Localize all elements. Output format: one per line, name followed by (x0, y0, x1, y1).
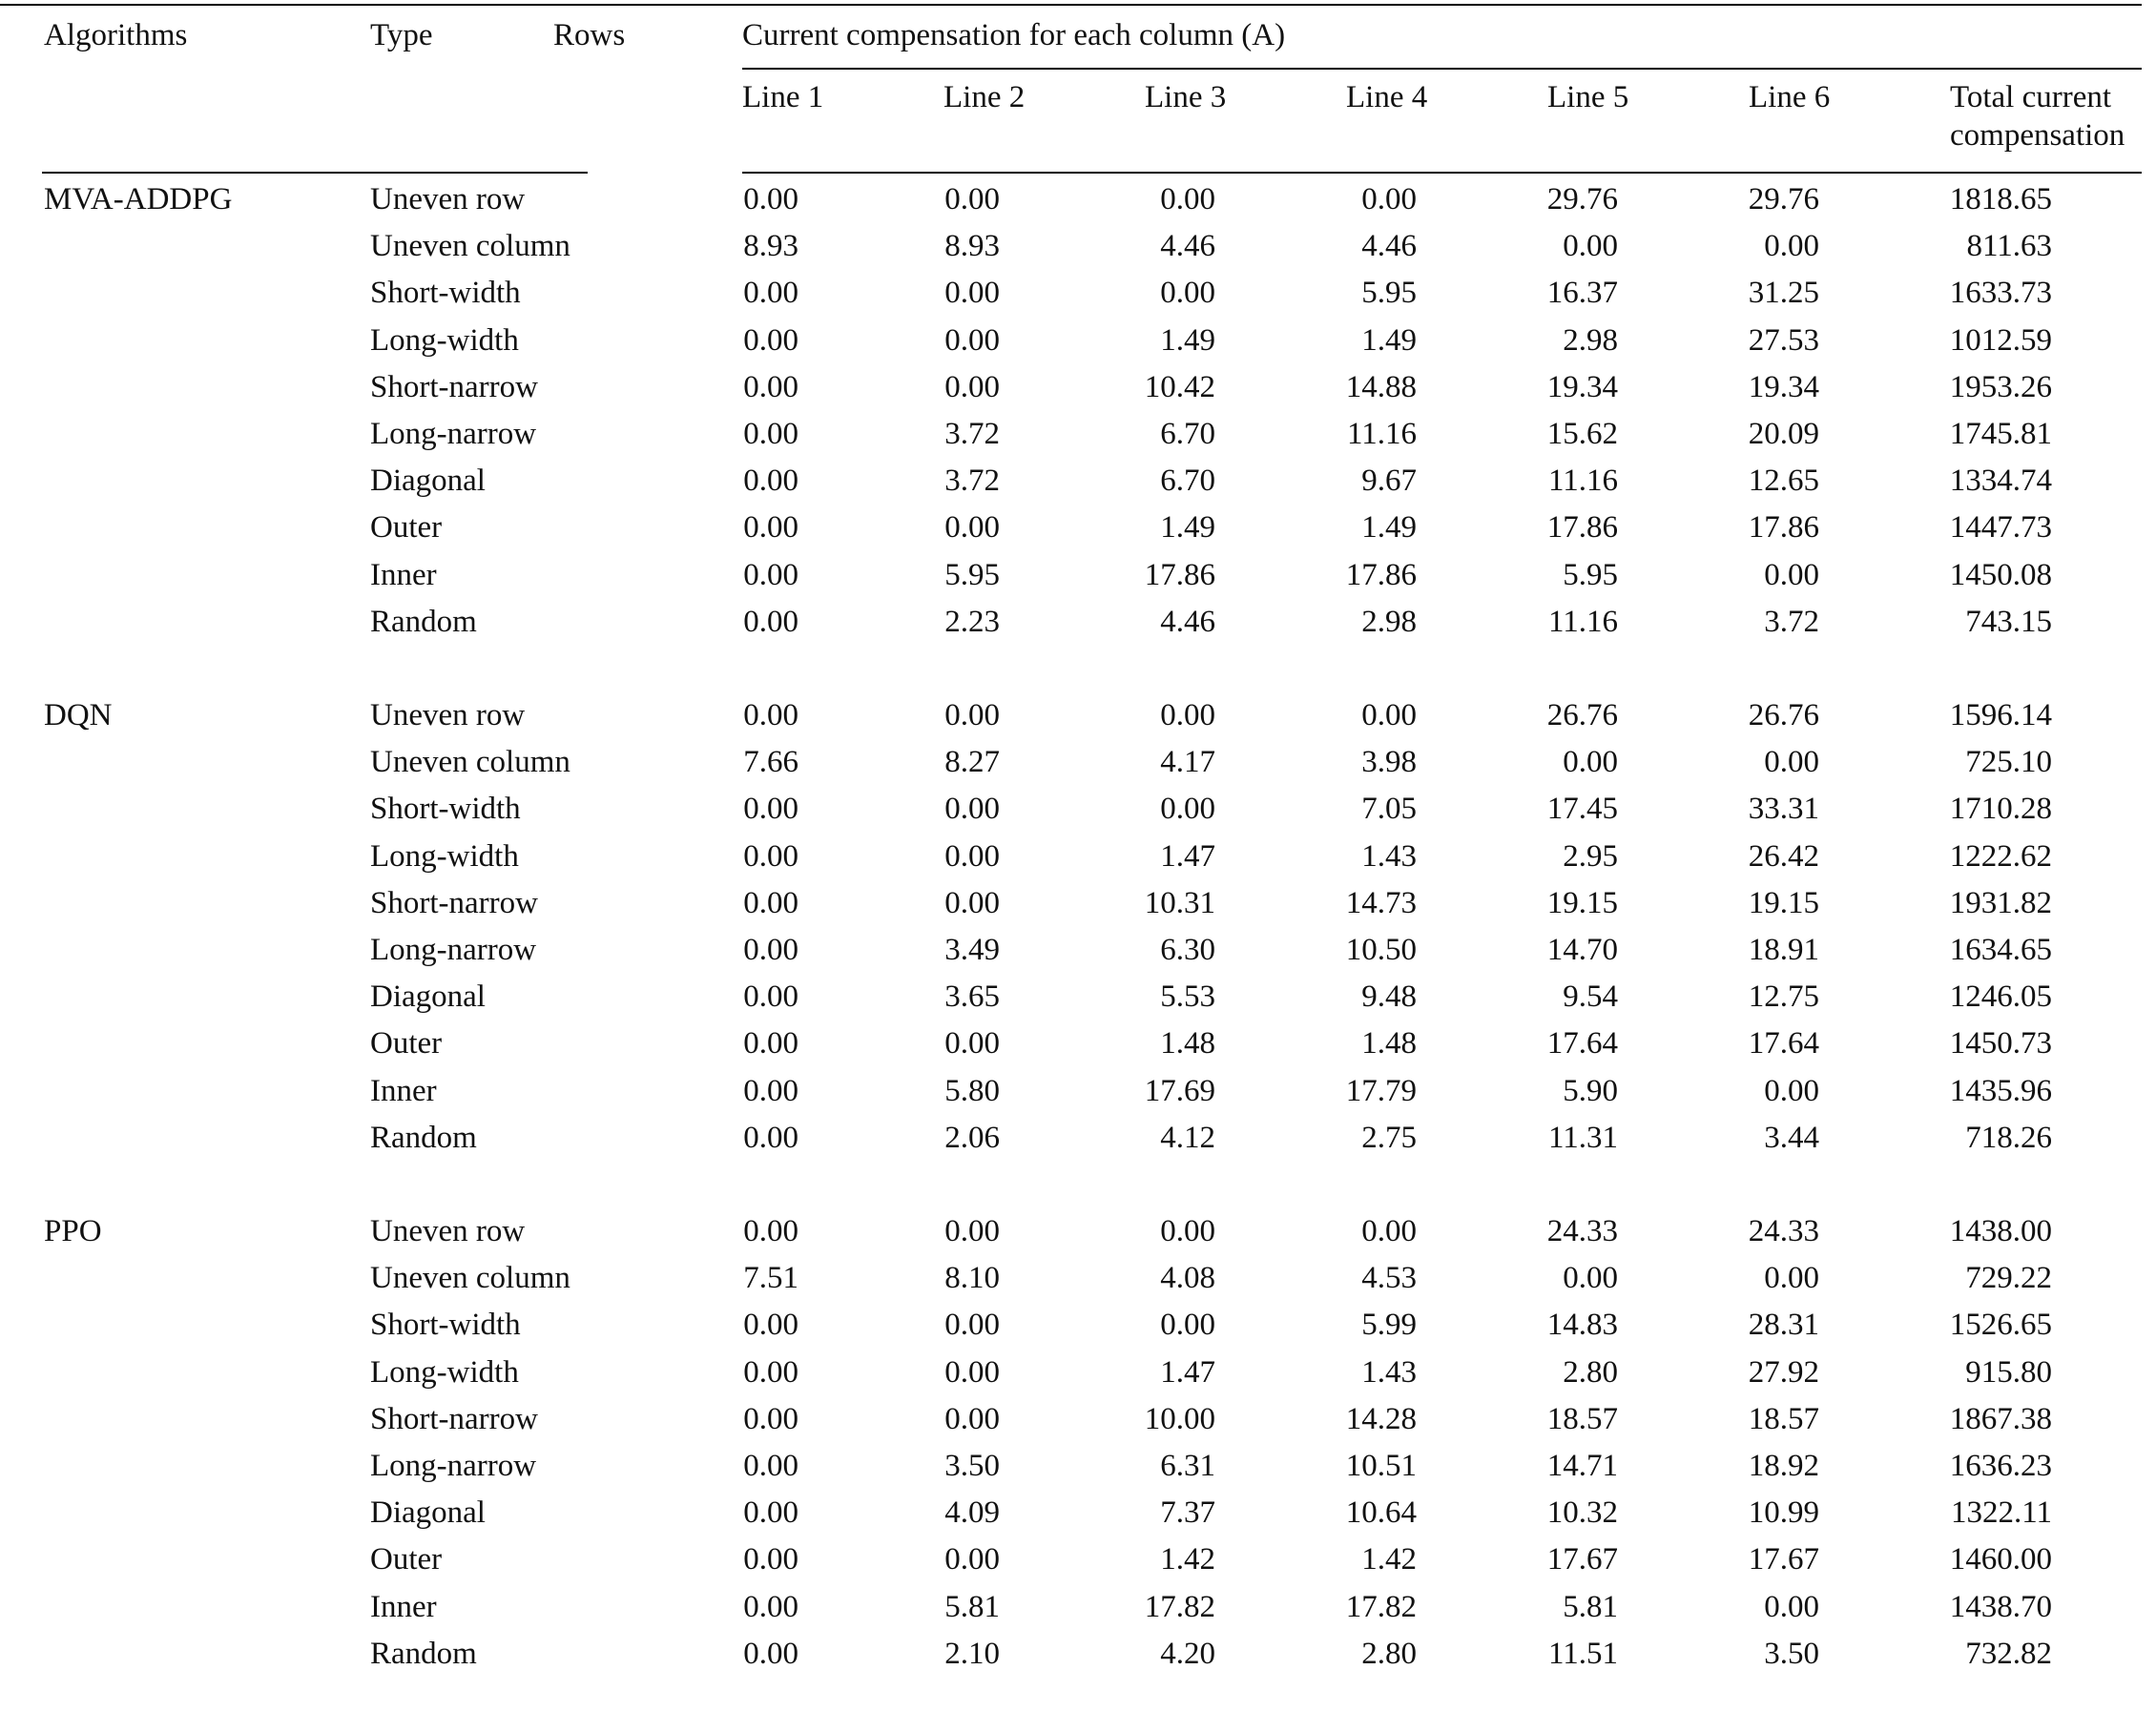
line-2-value: 0.00 (944, 276, 1000, 310)
line-1-value: 0.00 (743, 417, 798, 451)
line-6-value: 17.86 (1748, 510, 1819, 545)
line-6-value: 12.75 (1748, 979, 1819, 1014)
line-1-value: 0.00 (743, 370, 798, 404)
row-type: Uneven column (370, 745, 570, 779)
row-type: Random (370, 605, 477, 639)
line-6-value: 26.76 (1748, 698, 1819, 732)
algorithm-name: DQN (44, 698, 113, 732)
line-2-value: 0.00 (944, 886, 1000, 920)
row-type: Long-width (370, 1355, 519, 1390)
line-3-value: 10.31 (1144, 886, 1215, 920)
line-2-value: 0.00 (944, 1355, 1000, 1390)
line-4-value: 17.86 (1345, 558, 1417, 592)
header-line-2: Line 2 (943, 80, 1026, 114)
total-value: 1322.11 (1950, 1495, 2052, 1530)
line-4-value: 4.53 (1361, 1261, 1417, 1295)
line-5-value: 10.32 (1546, 1495, 1618, 1530)
line-5-value: 11.16 (1547, 605, 1618, 639)
line-3-value: 6.70 (1160, 417, 1215, 451)
line-3-value: 17.86 (1144, 558, 1215, 592)
row-type: Short-narrow (370, 886, 538, 920)
total-value: 1596.14 (1949, 698, 2052, 732)
line-3-value: 1.47 (1160, 839, 1215, 874)
line-4-value: 4.46 (1361, 229, 1417, 263)
line-2-value: 3.72 (944, 464, 1000, 498)
header-group-title: Current compensation for each column (A) (742, 18, 1286, 52)
line-2-value: 5.80 (944, 1074, 1000, 1108)
line-6-value: 10.99 (1748, 1495, 1819, 1530)
line-4-value: 1.48 (1361, 1026, 1417, 1061)
row-type: Uneven column (370, 1261, 570, 1295)
total-value: 1447.73 (1949, 510, 2052, 545)
total-value: 811.63 (1966, 229, 2052, 263)
line-2-value: 0.00 (944, 182, 1000, 216)
line-3-value: 4.17 (1160, 745, 1215, 779)
line-5-value: 17.67 (1546, 1542, 1618, 1577)
line-6-value: 28.31 (1748, 1308, 1819, 1342)
line-3-value: 6.31 (1160, 1449, 1215, 1483)
line-6-value: 26.42 (1748, 839, 1819, 874)
line-2-value: 0.00 (944, 839, 1000, 874)
line-5-value: 15.62 (1546, 417, 1618, 451)
total-value: 1953.26 (1949, 370, 2052, 404)
total-value: 718.26 (1965, 1121, 2052, 1155)
line-4-value: 2.98 (1361, 605, 1417, 639)
line-1-value: 0.00 (743, 792, 798, 826)
line-1-value: 0.00 (743, 605, 798, 639)
line-5-value: 16.37 (1546, 276, 1618, 310)
line-6-value: 19.15 (1748, 886, 1819, 920)
line-3-value: 1.47 (1160, 1355, 1215, 1390)
total-value: 1633.73 (1949, 276, 2052, 310)
line-2-value: 0.00 (944, 323, 1000, 358)
line-6-value: 0.00 (1764, 1261, 1819, 1295)
line-3-value: 4.46 (1160, 229, 1215, 263)
line-4-value: 0.00 (1361, 698, 1417, 732)
total-value: 1636.23 (1949, 1449, 2052, 1483)
line-1-value: 0.00 (743, 464, 798, 498)
line-6-value: 27.92 (1748, 1355, 1819, 1390)
line-4-value: 5.95 (1361, 276, 1417, 310)
line-3-value: 10.42 (1144, 370, 1215, 404)
total-value: 1867.38 (1949, 1402, 2052, 1436)
line-6-value: 0.00 (1764, 745, 1819, 779)
line-3-value: 0.00 (1160, 698, 1215, 732)
line-3-value: 0.00 (1160, 1214, 1215, 1248)
line-1-value: 0.00 (743, 979, 798, 1014)
line-2-value: 8.27 (944, 745, 1000, 779)
line-6-value: 17.67 (1748, 1542, 1819, 1577)
line-2-value: 0.00 (944, 1542, 1000, 1577)
line-5-value: 19.34 (1546, 370, 1618, 404)
header-bottom-rule-right (742, 172, 2142, 174)
algorithm-name: MVA-ADDPG (44, 182, 233, 216)
line-5-value: 17.86 (1546, 510, 1618, 545)
row-type: Long-narrow (370, 933, 537, 967)
line-4-value: 1.49 (1361, 323, 1417, 358)
line-3-value: 17.69 (1144, 1074, 1215, 1108)
row-type: Short-narrow (370, 370, 538, 404)
line-1-value: 0.00 (743, 1026, 798, 1061)
line-1-value: 0.00 (743, 1542, 798, 1577)
line-6-value: 31.25 (1748, 276, 1819, 310)
total-value: 1438.00 (1949, 1214, 2052, 1248)
line-5-value: 5.81 (1563, 1590, 1618, 1624)
line-2-value: 3.72 (944, 417, 1000, 451)
line-3-value: 4.46 (1160, 605, 1215, 639)
line-3-value: 0.00 (1160, 1308, 1215, 1342)
line-5-value: 18.57 (1546, 1402, 1618, 1436)
total-value: 1526.65 (1949, 1308, 2052, 1342)
line-1-value: 7.66 (743, 745, 798, 779)
line-5-value: 5.90 (1563, 1074, 1618, 1108)
row-type: Random (370, 1121, 477, 1155)
line-4-value: 0.00 (1361, 182, 1417, 216)
line-4-value: 1.43 (1361, 1355, 1417, 1390)
total-value: 1222.62 (1949, 839, 2052, 874)
line-2-value: 0.00 (944, 1214, 1000, 1248)
line-5-value: 19.15 (1546, 886, 1618, 920)
total-value: 732.82 (1965, 1637, 2052, 1671)
line-4-value: 10.50 (1345, 933, 1417, 967)
line-4-value: 1.49 (1361, 510, 1417, 545)
row-type: Short-width (370, 792, 521, 826)
header-total-line1: Total current (1950, 80, 2112, 114)
row-type: Long-narrow (370, 1449, 537, 1483)
line-2-value: 8.10 (944, 1261, 1000, 1295)
line-4-value: 2.75 (1361, 1121, 1417, 1155)
line-1-value: 0.00 (743, 558, 798, 592)
line-1-value: 0.00 (743, 1495, 798, 1530)
row-type: Diagonal (370, 1495, 486, 1530)
line-6-value: 3.72 (1764, 605, 1819, 639)
line-2-value: 3.49 (944, 933, 1000, 967)
row-type: Short-width (370, 1308, 521, 1342)
line-2-value: 0.00 (944, 510, 1000, 545)
line-5-value: 0.00 (1563, 229, 1618, 263)
line-2-value: 0.00 (944, 1402, 1000, 1436)
line-5-value: 11.31 (1547, 1121, 1618, 1155)
line-6-value: 3.44 (1764, 1121, 1819, 1155)
row-type: Inner (370, 1074, 437, 1108)
total-value: 1460.00 (1949, 1542, 2052, 1577)
header-total-line2: compensation (1950, 118, 2125, 153)
line-6-value: 0.00 (1764, 229, 1819, 263)
line-6-value: 0.00 (1764, 1074, 1819, 1108)
line-5-value: 14.71 (1546, 1449, 1618, 1483)
line-5-value: 2.95 (1563, 839, 1618, 874)
line-3-value: 0.00 (1160, 182, 1215, 216)
line-5-value: 0.00 (1563, 1261, 1618, 1295)
line-1-value: 8.93 (743, 229, 798, 263)
row-type: Long-width (370, 323, 519, 358)
total-value: 1438.70 (1949, 1590, 2052, 1624)
line-4-value: 10.51 (1345, 1449, 1417, 1483)
line-1-value: 0.00 (743, 1355, 798, 1390)
row-type: Uneven column (370, 229, 570, 263)
line-4-value: 1.42 (1361, 1542, 1417, 1577)
line-2-value: 0.00 (944, 792, 1000, 826)
header-algorithms: Algorithms (44, 18, 188, 52)
row-type: Diagonal (370, 979, 486, 1014)
line-1-value: 0.00 (743, 182, 798, 216)
line-4-value: 10.64 (1345, 1495, 1417, 1530)
header-line-1: Line 1 (742, 80, 824, 114)
row-type: Diagonal (370, 464, 486, 498)
line-2-value: 2.10 (944, 1637, 1000, 1671)
header-line-4: Line 4 (1346, 80, 1428, 114)
total-value: 1818.65 (1949, 182, 2052, 216)
line-3-value: 0.00 (1160, 276, 1215, 310)
row-type: Long-width (370, 839, 519, 874)
line-1-value: 0.00 (743, 933, 798, 967)
line-3-value: 6.70 (1160, 464, 1215, 498)
header-rows: Rows (553, 18, 626, 52)
total-value: 725.10 (1965, 745, 2052, 779)
total-value: 1634.65 (1949, 933, 2052, 967)
total-value: 1334.74 (1949, 464, 2052, 498)
line-5-value: 5.95 (1563, 558, 1618, 592)
line-6-value: 18.92 (1748, 1449, 1819, 1483)
line-6-value: 17.64 (1748, 1026, 1819, 1061)
header-bottom-rule-left (42, 172, 588, 174)
row-type: Short-narrow (370, 1402, 538, 1436)
line-3-value: 6.30 (1160, 933, 1215, 967)
line-5-value: 26.76 (1546, 698, 1618, 732)
line-3-value: 1.42 (1160, 1542, 1215, 1577)
line-3-value: 10.00 (1144, 1402, 1215, 1436)
total-value: 1435.96 (1949, 1074, 2052, 1108)
line-6-value: 3.50 (1764, 1637, 1819, 1671)
line-6-value: 18.57 (1748, 1402, 1819, 1436)
line-6-value: 19.34 (1748, 370, 1819, 404)
line-3-value: 1.48 (1160, 1026, 1215, 1061)
line-6-value: 29.76 (1748, 182, 1819, 216)
line-1-value: 0.00 (743, 698, 798, 732)
line-6-value: 0.00 (1764, 1590, 1819, 1624)
line-5-value: 14.83 (1546, 1308, 1618, 1342)
line-1-value: 7.51 (743, 1261, 798, 1295)
total-value: 1710.28 (1949, 792, 2052, 826)
total-value: 1745.81 (1949, 417, 2052, 451)
line-4-value: 14.28 (1345, 1402, 1417, 1436)
line-3-value: 4.12 (1160, 1121, 1215, 1155)
line-1-value: 0.00 (743, 510, 798, 545)
row-type: Long-narrow (370, 417, 537, 451)
line-6-value: 24.33 (1748, 1214, 1819, 1248)
line-2-value: 8.93 (944, 229, 1000, 263)
line-3-value: 5.53 (1160, 979, 1215, 1014)
line-2-value: 4.09 (944, 1495, 1000, 1530)
line-4-value: 2.80 (1361, 1637, 1417, 1671)
line-6-value: 18.91 (1748, 933, 1819, 967)
line-2-value: 2.23 (944, 605, 1000, 639)
line-4-value: 1.43 (1361, 839, 1417, 874)
total-value: 743.15 (1965, 605, 2052, 639)
line-5-value: 17.45 (1546, 792, 1618, 826)
line-4-value: 9.67 (1361, 464, 1417, 498)
total-value: 729.22 (1965, 1261, 2052, 1295)
line-1-value: 0.00 (743, 1214, 798, 1248)
line-6-value: 0.00 (1764, 558, 1819, 592)
total-value: 1246.05 (1949, 979, 2052, 1014)
line-3-value: 1.49 (1160, 323, 1215, 358)
line-5-value: 2.98 (1563, 323, 1618, 358)
line-4-value: 3.98 (1361, 745, 1417, 779)
line-5-value: 24.33 (1546, 1214, 1618, 1248)
line-4-value: 11.16 (1346, 417, 1417, 451)
group-header-rule (742, 68, 2142, 70)
line-6-value: 27.53 (1748, 323, 1819, 358)
line-3-value: 4.20 (1160, 1637, 1215, 1671)
total-value: 1012.59 (1949, 323, 2052, 358)
header-line-6: Line 6 (1749, 80, 1831, 114)
line-4-value: 5.99 (1361, 1308, 1417, 1342)
total-value: 1931.82 (1949, 886, 2052, 920)
line-1-value: 0.00 (743, 1308, 798, 1342)
total-value: 915.80 (1965, 1355, 2052, 1390)
total-value: 1450.73 (1949, 1026, 2052, 1061)
row-type: Uneven row (370, 698, 526, 732)
line-5-value: 14.70 (1546, 933, 1618, 967)
line-3-value: 7.37 (1160, 1495, 1215, 1530)
line-1-value: 0.00 (743, 886, 798, 920)
line-2-value: 0.00 (944, 698, 1000, 732)
row-type: Inner (370, 558, 437, 592)
line-3-value: 1.49 (1160, 510, 1215, 545)
row-type: Uneven row (370, 182, 526, 216)
line-1-value: 0.00 (743, 1590, 798, 1624)
line-2-value: 5.95 (944, 558, 1000, 592)
line-1-value: 0.00 (743, 323, 798, 358)
header-line-5: Line 5 (1547, 80, 1629, 114)
line-4-value: 0.00 (1361, 1214, 1417, 1248)
top-rule (0, 4, 2142, 6)
row-type: Uneven row (370, 1214, 526, 1248)
line-1-value: 0.00 (743, 1121, 798, 1155)
line-2-value: 5.81 (944, 1590, 1000, 1624)
line-6-value: 20.09 (1748, 417, 1819, 451)
row-type: Outer (370, 1542, 443, 1577)
line-4-value: 17.79 (1345, 1074, 1417, 1108)
line-2-value: 3.50 (944, 1449, 1000, 1483)
line-1-value: 0.00 (743, 276, 798, 310)
line-5-value: 29.76 (1546, 182, 1618, 216)
row-type: Inner (370, 1590, 437, 1624)
line-2-value: 2.06 (944, 1121, 1000, 1155)
header-type: Type (370, 18, 433, 52)
line-3-value: 17.82 (1144, 1590, 1215, 1624)
line-2-value: 3.65 (944, 979, 1000, 1014)
row-type: Outer (370, 510, 443, 545)
line-1-value: 0.00 (743, 1637, 798, 1671)
line-4-value: 14.73 (1345, 886, 1417, 920)
line-5-value: 11.51 (1547, 1637, 1618, 1671)
line-5-value: 2.80 (1563, 1355, 1618, 1390)
line-4-value: 14.88 (1345, 370, 1417, 404)
row-type: Random (370, 1637, 477, 1671)
line-6-value: 33.31 (1748, 792, 1819, 826)
algorithm-name: PPO (44, 1214, 102, 1248)
line-3-value: 4.08 (1160, 1261, 1215, 1295)
total-value: 1450.08 (1949, 558, 2052, 592)
line-2-value: 0.00 (944, 1308, 1000, 1342)
line-4-value: 7.05 (1361, 792, 1417, 826)
line-1-value: 0.00 (743, 1074, 798, 1108)
row-type: Short-width (370, 276, 521, 310)
line-2-value: 0.00 (944, 370, 1000, 404)
line-5-value: 0.00 (1563, 745, 1618, 779)
line-4-value: 17.82 (1345, 1590, 1417, 1624)
line-1-value: 0.00 (743, 1449, 798, 1483)
line-2-value: 0.00 (944, 1026, 1000, 1061)
line-5-value: 9.54 (1563, 979, 1618, 1014)
line-3-value: 0.00 (1160, 792, 1215, 826)
header-line-3: Line 3 (1145, 80, 1227, 114)
line-1-value: 0.00 (743, 1402, 798, 1436)
line-1-value: 0.00 (743, 839, 798, 874)
line-6-value: 12.65 (1748, 464, 1819, 498)
line-5-value: 11.16 (1547, 464, 1618, 498)
line-4-value: 9.48 (1361, 979, 1417, 1014)
row-type: Outer (370, 1026, 443, 1061)
line-5-value: 17.64 (1546, 1026, 1618, 1061)
